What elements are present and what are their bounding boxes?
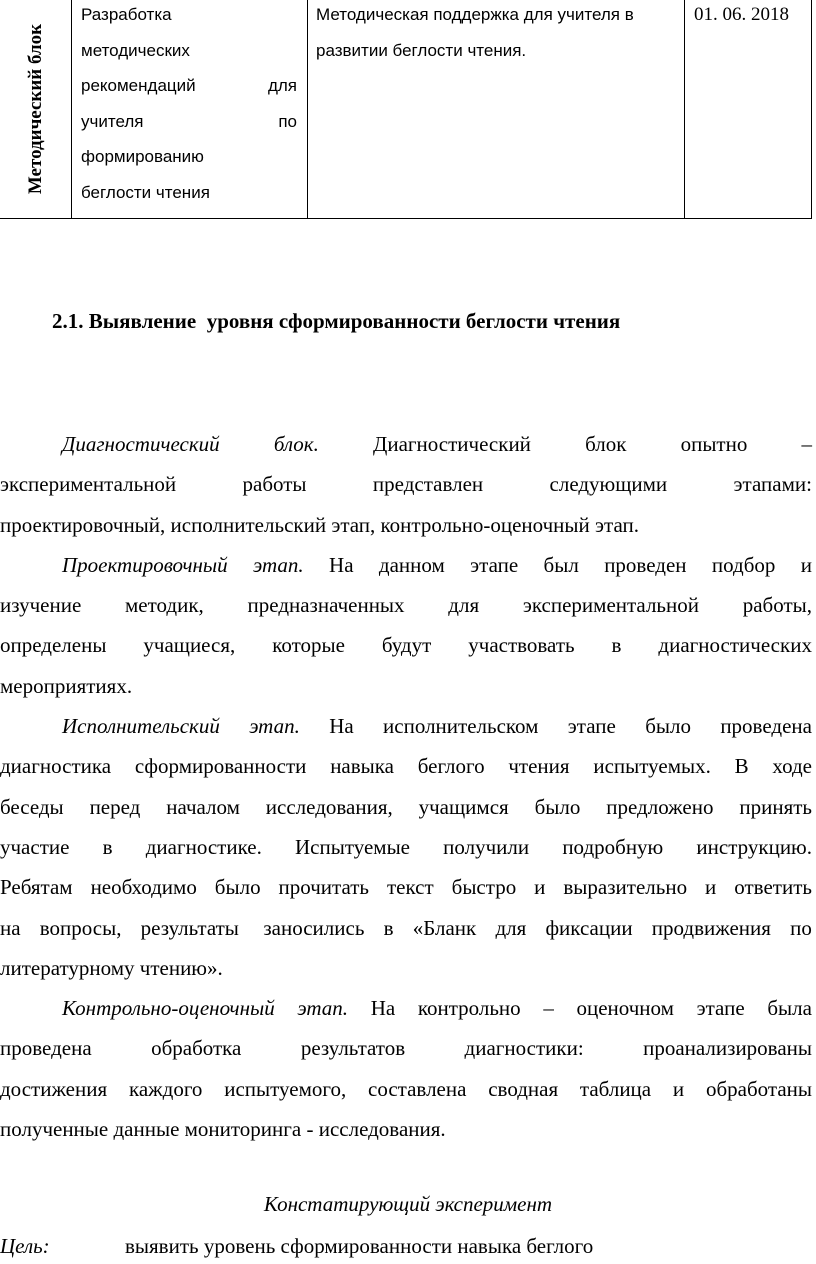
block-name-vertical: Методический блок xyxy=(24,23,46,195)
paragraph-line xyxy=(0,424,812,464)
word: перед xyxy=(89,794,141,819)
word: ходе xyxy=(772,754,812,779)
word: подробную xyxy=(562,834,664,859)
goal-text: выявить уровень сформированности навыка беглого xyxy=(125,1234,594,1258)
paragraph-line xyxy=(0,746,812,786)
paragraph-line xyxy=(0,827,812,867)
word: работы, xyxy=(742,593,812,618)
goal-cell xyxy=(308,0,685,219)
paragraph-line xyxy=(0,464,812,504)
word: навыка xyxy=(330,754,394,779)
word: и xyxy=(800,552,812,577)
word: было xyxy=(214,875,261,900)
paragraph-line xyxy=(0,545,812,585)
paragraph-lead: блок. xyxy=(273,432,319,456)
word: быстро xyxy=(451,875,517,900)
date-text: 01. 06. 2018 xyxy=(694,4,789,25)
word: диагностики: xyxy=(464,1036,584,1061)
paragraph-lead: Диагностический xyxy=(62,432,220,456)
word: сводная xyxy=(488,1076,559,1101)
goal-text xyxy=(308,0,684,73)
word: беседы xyxy=(0,794,64,819)
activity-line xyxy=(81,2,297,38)
word: фиксации xyxy=(545,915,633,940)
word: обработка xyxy=(151,1036,242,1061)
word: В xyxy=(734,754,749,779)
goal-line xyxy=(0,1228,593,1264)
word: исследования, xyxy=(265,794,393,819)
activity-text xyxy=(72,0,307,216)
word: методик, xyxy=(125,593,204,618)
activity-line xyxy=(81,73,297,109)
word: этапе xyxy=(567,714,616,739)
date-cell xyxy=(685,0,812,219)
word: на xyxy=(0,915,21,940)
activity-line xyxy=(81,144,297,180)
activity-line xyxy=(81,38,297,74)
word: изучение xyxy=(0,593,82,618)
word: обработаны xyxy=(705,1076,812,1101)
word: Диагностический xyxy=(373,432,531,456)
word: экспериментальной xyxy=(0,472,177,497)
section-heading: 2.1. Выявление уровня сформированности беглости чтения xyxy=(52,309,621,333)
word: опытно xyxy=(680,432,748,456)
word: диагностических xyxy=(658,633,812,658)
activity-line xyxy=(81,180,297,216)
word: этапе xyxy=(470,552,519,577)
word: чтения xyxy=(508,754,570,779)
paragraph-line xyxy=(0,585,812,625)
word: инструкцию. xyxy=(696,834,812,859)
word: для xyxy=(495,915,527,940)
word: вопросы, xyxy=(39,915,122,940)
word: участвовать xyxy=(468,633,575,658)
word: оценочном xyxy=(576,996,674,1021)
word: Ребятам xyxy=(0,875,73,900)
table-row xyxy=(0,0,812,219)
word: рекомендаций xyxy=(81,76,196,96)
paragraph-line xyxy=(0,988,812,1028)
word: следующими xyxy=(549,472,668,497)
word: принять xyxy=(739,794,812,819)
goal-line: развитии беглости чтения. xyxy=(316,40,527,60)
paragraph-line xyxy=(0,625,812,665)
paragraph-line xyxy=(0,1069,812,1109)
goal-label: Цель: xyxy=(0,1234,50,1258)
paragraph-line xyxy=(0,867,812,907)
word: представлен xyxy=(372,472,484,497)
word: необходимо xyxy=(90,875,197,900)
word: в xyxy=(611,633,622,658)
word: проведен xyxy=(604,552,687,577)
word: исполнительском xyxy=(383,714,539,739)
word: каждого xyxy=(128,1076,203,1101)
word: прочитать xyxy=(278,875,370,900)
word: диагностике. xyxy=(145,834,262,859)
word: для xyxy=(267,76,297,96)
word: получили xyxy=(443,834,530,859)
paragraph-lead: Исполнительский xyxy=(62,714,220,739)
paragraph-line xyxy=(0,908,812,948)
word: по xyxy=(790,915,812,940)
word: проанализированы xyxy=(643,1036,812,1061)
activity-cell xyxy=(72,0,308,219)
word: учащимся xyxy=(418,794,509,819)
word: и xyxy=(672,1076,685,1101)
word: будут xyxy=(381,633,432,658)
word: этапами: xyxy=(733,472,812,497)
word: проведена xyxy=(720,714,812,739)
paragraph-line: литературному чтению». xyxy=(0,955,223,980)
paragraph-line: мероприятиях. xyxy=(0,673,133,698)
word: контрольно xyxy=(417,996,521,1021)
word: была xyxy=(767,996,812,1021)
word: подбор xyxy=(711,552,776,577)
plan-table xyxy=(0,0,812,219)
word: ответить xyxy=(734,875,812,900)
word: учащиеся, xyxy=(143,633,236,658)
word: составлена xyxy=(368,1076,467,1101)
goal-line: Методическая поддержка для учителя в xyxy=(316,5,634,24)
word: На xyxy=(329,552,354,577)
word: результатов xyxy=(300,1036,406,1061)
word: проведена xyxy=(0,1036,92,1061)
word: испытуемого, xyxy=(224,1076,347,1101)
paragraph-lead: этап. xyxy=(253,552,304,577)
paragraph-line xyxy=(0,1028,812,1068)
word: заносились xyxy=(258,915,365,940)
word: результаты xyxy=(140,915,239,940)
paragraph-line xyxy=(0,706,812,746)
word: достижения xyxy=(0,1076,108,1101)
word: для xyxy=(448,593,480,618)
word: и xyxy=(705,875,717,900)
paragraph-line: полученные данные мониторинга - исследования. xyxy=(0,1117,446,1142)
word: экспериментальной xyxy=(522,593,699,618)
word: На xyxy=(370,996,396,1021)
word: данном xyxy=(378,552,445,577)
word: – xyxy=(543,996,554,1021)
word: испытуемых. xyxy=(593,754,711,779)
word: и xyxy=(534,875,546,900)
word: продвижения xyxy=(651,915,771,940)
word: таблица xyxy=(579,1076,652,1101)
paragraph-lead: этап. xyxy=(249,714,300,739)
word: которые xyxy=(272,633,345,658)
word: этапе xyxy=(696,996,745,1021)
word: определены xyxy=(0,633,107,658)
word: блок xyxy=(585,432,627,456)
word: Испытуемые xyxy=(295,834,410,859)
activity-line xyxy=(81,109,297,145)
body-text xyxy=(0,424,812,1149)
word: сформированности xyxy=(134,754,307,779)
word: беглого xyxy=(417,754,485,779)
word: работы xyxy=(242,472,307,497)
word: «Бланк xyxy=(412,915,477,940)
word: предложено xyxy=(606,794,714,819)
word: учителя xyxy=(81,111,144,131)
word: На xyxy=(329,714,354,739)
word: – xyxy=(801,432,812,456)
paragraph-lead: Контрольно-оценочный xyxy=(62,996,275,1021)
paragraph-line: проектировочный, исполнительский этап, контрольно-оценочный этап. xyxy=(0,512,639,537)
paragraph-line xyxy=(0,787,812,827)
word: началом xyxy=(166,794,240,819)
word: в xyxy=(383,915,394,940)
word: предназначенных xyxy=(247,593,405,618)
word: участие xyxy=(0,834,70,859)
word: было xyxy=(534,794,581,819)
word: Разработка xyxy=(81,5,172,24)
paragraph-lead: этап. xyxy=(297,996,349,1021)
word: текст xyxy=(386,875,434,900)
word: выразительно xyxy=(563,875,688,900)
word: формированию xyxy=(81,147,204,167)
word: был xyxy=(543,552,579,577)
word: по xyxy=(278,111,297,131)
word: в xyxy=(102,834,113,859)
word: методических xyxy=(81,40,190,60)
word: диагностика xyxy=(0,754,112,779)
experiment-title: Констатирующий эксперимент xyxy=(263,1192,553,1216)
paragraph-lead: Проектировочный xyxy=(62,552,228,577)
block-name-cell xyxy=(0,0,72,219)
word: было xyxy=(645,714,691,739)
word: беглости чтения xyxy=(81,182,210,202)
